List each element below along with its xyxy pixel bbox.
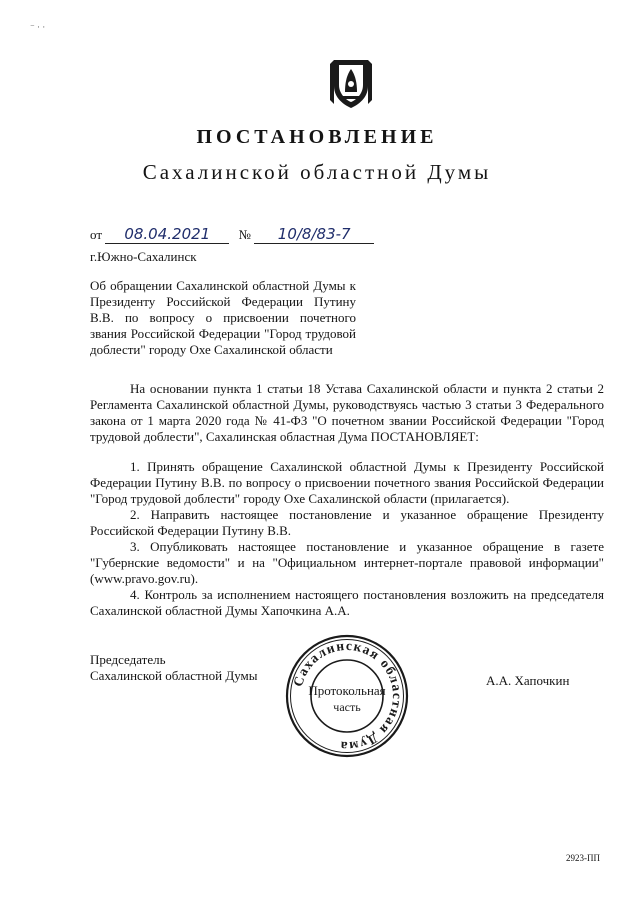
- handwritten-date: 08.04.2021: [105, 226, 229, 244]
- stamp-center-line-2: часть: [333, 700, 361, 714]
- stamp-center-line-1: Протокольная: [308, 683, 386, 698]
- signatory-name: А.А. Хапочкин: [486, 673, 570, 688]
- handwritten-number: 10/8/83-7: [254, 226, 374, 244]
- stamp-ring-text: Сахалинская областная Дума: [290, 637, 406, 755]
- clause-2: 2. Направить настоящее постановление и указанное обращение Президенту Российской Федерации Путину В.В.: [90, 507, 604, 538]
- number-prefix: №: [238, 227, 251, 242]
- preamble: На основании пункта 1 статьи 18 Устава Сахалинской области и пункта 2 статьи 2 Регламента Сахалинской областной Думы, руководствуясь частью 3 статьи 3 Федерального закона от 1 марта 2020 года № 41-ФЗ "О почетном звании Российской Федерации "Город трудовой доблести", Сахалинская областная Дума ПОСТАНОВЛЯЕТ:: [90, 381, 604, 444]
- issuing-body: Сахалинской областной Думы: [142, 160, 492, 184]
- document-code: 2923-ПП: [566, 853, 600, 863]
- position-line-1: Председатель: [90, 652, 166, 667]
- clause-3: 3. Опубликовать настоящее постановление и указанное обращение в газете "Губернские ведомости" и на "Официальном интернет-портале правовой информации" (www.pravo.gov.ru).: [90, 539, 604, 586]
- coat-of-arms-icon: [328, 56, 374, 110]
- scan-artifact: ⁻ · ·: [30, 22, 46, 32]
- date-prefix: от: [90, 227, 103, 242]
- clause-1: 1. Принять обращение Сахалинской областной Думы к Президенту Российской Федерации Путину В.В. по вопросу о присвоении почетного звания Российской Федерации "Город трудовой доблести" городу Охе Сахалинской области (прилагается).: [90, 459, 604, 506]
- clause-4: 4. Контроль за исполнением настоящего постановления возложить на председателя Сахалинской областной Думы Хапочкина А.А.: [90, 587, 604, 618]
- document-subject: Об обращении Сахалинской областной Думы к Президенту Российской Федерации Путину В.В. по вопросу о присвоении почетного звания Российской Федерации "Город трудовой доблести" городу Охе Сахалинской области: [90, 278, 356, 357]
- city: г.Южно-Сахалинск: [90, 249, 197, 264]
- page-title: ПОСТАНОВЛЕНИЕ: [196, 126, 438, 148]
- position-line-2: Сахалинской областной Думы: [90, 668, 258, 683]
- official-stamp: [285, 634, 409, 758]
- signatory-position: [90, 652, 258, 684]
- date-number-line: [90, 226, 374, 244]
- document-body: [90, 381, 604, 619]
